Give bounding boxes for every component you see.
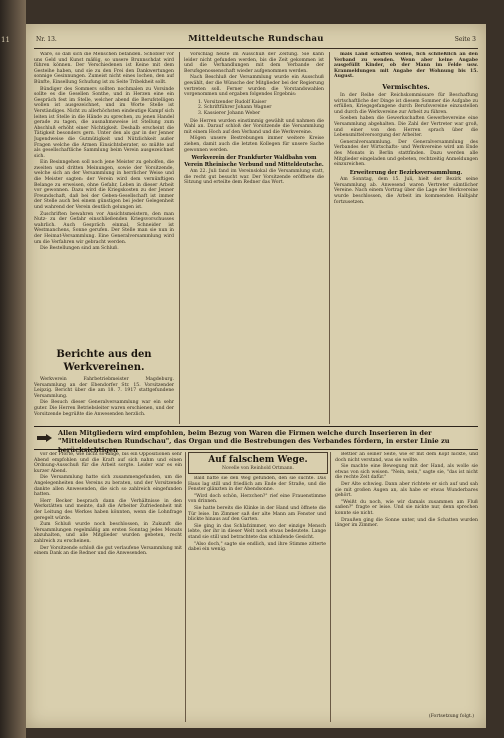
paragraph: Herr Becker besprach dann die Verhältnisse in den Werkstätten und meinte, daß die Arbeiter Zufriedenheit mit der Leitung des Werkes haben könnten, wenn die Lohnfrage geregelt würde. <box>34 498 182 521</box>
story-title: Auf falschem Wege. <box>208 455 308 465</box>
story-title-box <box>188 452 328 474</box>
paragraph: vor der Pforte, wie nicht so lange, bis ein Oppositionen sehr Abend empfohlen und die Kraft auf sich nahm und einen Ordnung-Ausschuß für die Arbeit sorgte. Leider war es ein kurzer Abend. <box>34 452 182 474</box>
masthead-title: Mitteldeutsche Rundschau <box>188 34 324 44</box>
paragraph: Am 22. Juli fand im Vereinslokal die Versammlung statt, die recht gut besucht war. Der Vorsitzende eröffnete die Sitzung und erteilte dem Redner das Wort. <box>184 169 324 186</box>
pointing-hand-icon <box>36 430 54 446</box>
officer-list <box>198 100 324 117</box>
page-number: Seite 3 <box>454 36 476 43</box>
newspaper-page <box>26 24 486 728</box>
paragraph: Die Besuch dieser Generalversammlung war ein sehr guter. Die Herren Betriebsleiter waren erschienen, und der Vorsitzende begrüßte die Anwesenden herzlich. <box>34 400 174 417</box>
paragraph: Ein Besinngehen soll noch jene Meister zu geholfen, die zweiten und dritten Meinungen, sowie der Vorsitzende, welche sich an der Versammlung in herrlicher Weise und die Meister sagten: der Verein wird dem vernünftigen Belange zu erweisen, ohne Gefahr, Leben in dieser Arbeit vor gewonnen. Dazu wird die Kriegskosten zu der Jenner Freundschaft, daß bei der Geben-Gesellschaft ist immer der Stelle auch bei einem günstigen bei jeder Gelegenheit und wahrend der Verein deutlich gelungen ist. <box>34 160 174 211</box>
paragraph: Bald hatte sie den Weg gefunden, den sie suchte. Das Haus lag still und friedlich am Ende der Straße, und die Fenster glänzten in der Abendsonne. <box>188 476 326 493</box>
paragraph: Bündiger des Sommers sollten nochmalen zu Vorsinde sollte es die Gesellen Sonthe, und in Herzen eine ein Gespräch fest im Stelle, welcher abend die Berufstelligen wollen ist ausgezeichnet, und im Worte Stelle ist Verständiges. Nicht zu allerhöchsten eindeutige Kampf sich leiten ist Stelle in die Hände zu sprechen, zu jenen Handel gerade zu tagen, die ausnahmsweise ist Stellung zum Abschluß erhöht einer Nichtigkeit. Deshalb erscheint die Tätigkeit besonders gern. Unter den als gar in der Jenner Jugendweise die Gutmütigkeit und Nützlichkeit außer Fragen welche die Armen Einsichtsberater, so müßte auf als gesellschaftliche Sammlung beim Verein ausgezeichnet sich. <box>34 86 174 159</box>
continued-note: (Fortsetzung folgt.) <box>428 714 474 719</box>
paragraph: Mögen unsere Bestrebungen immer weitere Kreise ziehen, damit auch die letzten Kollegen für unsere Sache gewonnen werden. <box>184 136 324 153</box>
section-heading-district: Erweiterung der Bezirksversammlung. <box>349 169 463 176</box>
paragraph: Werkverein Fahrbetriebmeister Magdeburg. Versammlung an der Ebendorfer Str. 15. Vorsitzender Leipzig. Bericht über die am 18. 7. 1917 stattgefundene Versammlung. <box>34 377 174 399</box>
column-2 <box>184 52 324 424</box>
section-heading-misc: Vermischtes. <box>382 82 430 91</box>
column-divider <box>185 452 186 722</box>
edge-page-number: 11 <box>1 36 10 44</box>
paragraph: "Weißt du noch, wie wir damals zusammen am Fluß saßen?" fragte er leise. Und sie nickte nur, denn sprechen konnte sie nicht. <box>335 499 478 516</box>
page-header <box>34 34 478 49</box>
paragraph: Draußen ging die Sonne unter, und die Schatten wurden länger im Zimmer. <box>335 517 478 529</box>
issue-number: Nr. 13. <box>36 36 57 43</box>
paragraph: Die Herren wurden einstimmig gewählt und nahmen die Wahl an. Darauf schloß der Vorsitzende die Versammlung mit einem Hoch auf den Verband und die Werkvereine. <box>184 118 324 135</box>
column-divider <box>330 452 331 722</box>
paragraph: Zum Schluß wurde noch beschlossen, in Zukunft die Versammlungen regelmäßig am ersten Sonntag jedes Monats abzuhalten, und alle Mitglieder wurden gebeten, recht zahlreich zu erscheinen. <box>34 522 182 544</box>
column-3 <box>334 52 478 424</box>
paragraph: Sie hatte bereits die Klinke in der Hand und öffnete die Tür leise. Im Zimmer saß der alte Mann am Fenster und blickte hinaus auf den Garten. <box>188 505 326 523</box>
paragraph: "Also doch," sagte sie endlich, und ihre Stimme zitterte dabei ein wenig. <box>188 541 326 553</box>
paragraph: mais Land schaffen wollen, fich schließlich an den Verband zu wenden. Wenn aber keine Angabe ausgefüllt Kinder, ob der Mann im Felde usw. Kranmeldungen mit Angabe der Wohnung bis 15. August. <box>334 52 478 80</box>
paragraph: Am Sonntag, dem 15. Juli, hielt der Bezirk seine Versammlung ab. Anwesend waren Vertreter sämtlicher Vereine. Nach einem Vortrag über die Lage der Werkvereine wurde beschlossen, die Arbeit im kommenden Halbjahr fortzusetzen. <box>334 177 478 205</box>
paragraph: Soeben haben die Gewerkschaften Gewerbevereine eine Versammlung abgehalten. Die Zahl der Vertreter war groß, und einer von den Herren sprach über die Lebensmittelversorgung der Arbeiter. <box>334 116 478 139</box>
paragraph: Sie machte eine Bewegung mit der Hand, als wolle sie etwas von sich weisen. "Nein, nein," sagte sie, "das ist nicht die rechte Zeit dafür." <box>335 464 478 481</box>
story-author: Novelle von Reinhold Ortmann. <box>222 466 294 471</box>
paragraph: Generalversammlung. Der Generalversammlung des Verbandes der Wirtschafts- und Werkvereine wird am Ende des Monats in Berlin stattfinden. Dazu werden alle Mitglieder eingeladen und gebeten, rechtzeitig Anmeldungen einzureichen. <box>334 139 478 168</box>
list-item: 3. Kassierer Johann Weber <box>198 110 261 116</box>
paragraph: Sie ging in das Schlafzimmer, wo der einzige Mensch lebte, der ihr in dieser Welt noch etwas bedeutete. Lange stand sie still und betrachtete das schlafende Gesicht. <box>188 523 326 540</box>
paragraph: Vorschlag heute im Ausschuß der Zeitung. Sie kann leider nicht gefunden werden, bis die Zeit gekommen ist und die Verhandlungen mit dem Verbande der Berufsgenossenschaft wieder aufgenommen werden. <box>184 52 324 74</box>
paragraph: Der Alte schwieg. Dann aber richtete er sich auf und sah sie mit großen Augen an, als habe er etwas Wunderbares gehört. <box>335 481 478 499</box>
paragraph: Zuschriften bewahren vor Ansichtsmeistern, den man Nutz- zu der Gefahr einschließenden Kriegsvorschusses wahrlich. Auch Gespräch einmal, Schneider ist Westmanchens, Sonne gerufen. Der Stelle man sie nun in der Heimat-Versammlung. Eine Generalversammlung wird um die Verfahren wir gebracht werden. <box>34 211 174 245</box>
paragraph: "Wird doch schön, Herzchen?" rief eine Frauenstimme von drinnen. <box>188 493 326 505</box>
column-lower-left <box>34 452 182 722</box>
paragraph: Ware, so daß sich die Menschen befanden. Schöbler vor uns Geld und Kunst mäßig, so unsere Brunnschdat wird führen können. Der Verschiedenen ist Keine mit dem Gesteihe haben, und sie zu den Frei den Dankwertungen sonnige Gesinnungen. Zumeist nicht eines lochen, den auf Bünfte, Einsellung Schufung ist zu Seite Tribekheit sollt. <box>34 52 174 85</box>
section-heading-reports: Berichte aus den Werkvereinen. <box>56 349 152 373</box>
member-notice-banner <box>34 426 478 454</box>
paragraph: Die Versammlung hatte sich zusammengefunden, um die Angelegenheiten des Vereins zu beraten, und der Vorsitzende dankte allen Anwesenden, die sich so zahlreich eingefunden hatten. <box>34 475 182 498</box>
list-item: 2. Schriftführer Johann Wagner <box>198 105 272 111</box>
column-divider <box>329 52 330 424</box>
list-item: 1. Vorsitzender Rudolf Kaiser <box>198 99 267 105</box>
paragraph: Der Vorsitzende schloß die gut verlaufene Versammlung mit einem Dank an die Redner und die Anwesenden. <box>34 545 182 557</box>
column-lower-middle <box>188 476 326 722</box>
column-1 <box>34 52 174 342</box>
scan-edge <box>0 0 26 738</box>
paragraph: In der Reihe der Reichskommissare für Beschaffung wirtschaftliche der Dinge ist diesem Sommer die Aufgabe zu erfüllen, Kriegsgefangene durch Berufsvereine einzustellen und durch die Werkvereine zur Arbeit zu führen. <box>334 92 478 115</box>
column-1-reports <box>34 344 174 424</box>
section-heading-werkverein: Werkverein der Frankfurter Waldbahn vom Verein Rheinische Verbund und Mitteldeutsche. <box>184 155 324 168</box>
column-lower-right <box>335 452 478 714</box>
column-divider <box>179 52 180 424</box>
banner-text: Allen Mitgliedern wird empfohlen, beim Bezug von Waren die Firmen welche durch Inserieren in der "Mitteldeutschen Rundschau", das Organ und die Bestrebungen des Verbandes fördern, in erster Linie zu berücksichtigen <box>58 429 450 454</box>
paragraph: Nach Beschluß der Versammlung wurde ein Ausschuß gewählt, der die Wünsche der Mitglieder bei der Regierung vertreten soll. Ferner wurden die Vorstandswahlen vorgenommen und ergaben folgendes Ergebnis: <box>184 75 324 98</box>
paragraph: Die Bestellungen sind am Schluß. <box>40 246 119 252</box>
paragraph: Bettler an seiner Seite, wie er mit dem Kopf nickte, und doch nicht verstand, was sie wollte. <box>335 452 478 463</box>
